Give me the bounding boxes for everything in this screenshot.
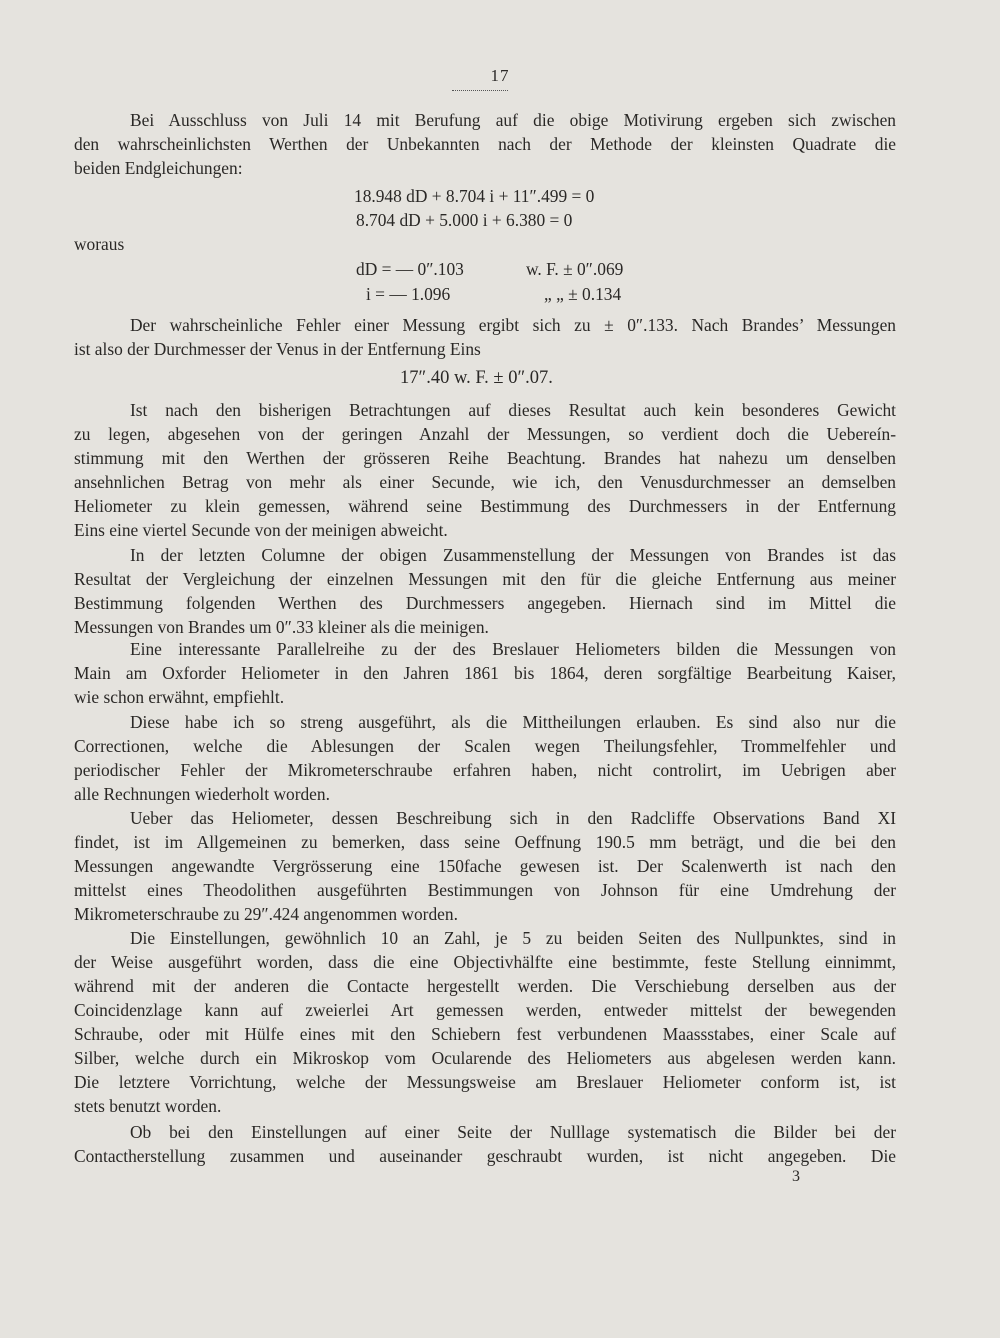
- text-line: während mit der anderen die Contacte hergestellt werden. Die Verschiebung derselben aus der: [74, 976, 896, 996]
- text-line: In der letzten Columne der obigen Zusammenstellung der Messungen von Brandes ist das: [130, 545, 896, 565]
- text-line: Silber, welche durch ein Mikroskop vom Ocularende des Heliometers aus abgelesen werden kann.: [74, 1048, 896, 1068]
- text-line: Ueber das Heliometer, dessen Beschreibung sich in den Radcliffe Observations Band XI: [130, 808, 896, 828]
- text-line: ansehnlichen Betrag von mehr als einer Secunde, wie ich, den Venusdurchmesser an demselben: [74, 472, 896, 492]
- text-line: wie schon erwähnt, empfiehlt.: [74, 687, 285, 707]
- text-line: Eins eine viertel Secunde von der meinigen abweicht.: [74, 520, 448, 540]
- text-line: Main am Oxforder Heliometer in den Jahren 1861 bis 1864, deren sorgfältige Bearbeitung Kaiser,: [74, 663, 896, 683]
- text-line: Heliometer zu klein gemessen, während seine Bestimmung des Durchmessers in der Entfernung: [74, 496, 896, 516]
- text-line: periodischer Fehler der Mikrometerschraube erfahren haben, nicht controlirt, im Uebrigen aber: [74, 760, 896, 780]
- text-line: Schraube, oder mit Hülfe eines mit den Schiebern fest verbundenen Maassstabes, einer Scale auf: [74, 1024, 896, 1044]
- text-line: stets benutzt worden.: [74, 1096, 222, 1116]
- text-line: mittelst eines Theodolithen ausgeführten Bestimmungen von Johnson für eine Umdrehung der: [74, 880, 896, 900]
- text-line: Der wahrscheinliche Fehler einer Messung ergibt sich zu ± 0″.133. Nach Brandes’ Messungen: [130, 315, 896, 335]
- text-line: stimmung mit den Werthen der grösseren Reihe Beachtung. Brandes hat nahezu um denselben: [74, 448, 896, 468]
- text-line: Correctionen, welche die Ablesungen der Scalen wegen Theilungsfehler, Trommelfehler und: [74, 736, 896, 756]
- diameter-result: 17″.40 w. F. ± 0″.07.: [400, 368, 553, 388]
- text-line: Ist nach den bisherigen Betrachtungen auf dieses Resultat auch kein besonderes Gewicht: [130, 400, 896, 420]
- text-line: Bei Ausschluss von Juli 14 mit Berufung auf die obige Motivirung ergeben sich zwischen: [130, 110, 896, 130]
- text-line: Die letztere Vorrichtung, welche der Messungsweise am Breslauer Heliometer conform ist, ist: [74, 1072, 896, 1092]
- text-line: findet, ist im Allgemeinen zu bemerken, dass seine Oeffnung 190.5 mm beträgt, und die bei den: [74, 832, 896, 852]
- result-i: i = — 1.096: [366, 284, 451, 304]
- text-line: den wahrscheinlichsten Werthen der Unbekannten nach der Methode der kleinsten Quadrate die: [74, 134, 896, 154]
- text-line: Eine interessante Parallelreihe zu der des Breslauer Heliometers bilden die Messungen von: [130, 639, 896, 659]
- signature-mark: 3: [792, 1168, 800, 1185]
- equation-2: 8.704 dD + 5.000 i + 6.380 = 0: [356, 210, 573, 230]
- text-line: Resultat der Vergleichung der einzelnen Messungen mit den für die gleiche Entfernung aus meiner: [74, 569, 896, 589]
- text-line: ist also der Durchmesser der Venus in der Entfernung Eins: [74, 339, 481, 359]
- text-line: beiden Endgleichungen:: [74, 158, 243, 178]
- text-line: der Weise ausgeführt worden, dass die eine Objectivhälfte eine bestimmte, feste Stellung einnimmt,: [74, 952, 896, 972]
- page-number-rule: [452, 90, 508, 91]
- text-line: Coincidenzlage kann auf zweierlei Art gemessen werden, entweder mittelst der bewegenden: [74, 1000, 896, 1020]
- text-line: Diese habe ich so streng ausgeführt, als die Mittheilungen erlauben. Es sind also nur die: [130, 712, 896, 732]
- text-line: Bestimmung folgenden Werthen des Durchmessers angegeben. Hiernach sind im Mittel die: [74, 593, 896, 613]
- equation-1: 18.948 dD + 8.704 i + 11″.499 = 0: [354, 186, 595, 206]
- result-i-error: „ „ ± 0.134: [544, 284, 622, 304]
- text-line: alle Rechnungen wiederholt worden.: [74, 784, 330, 804]
- text-line: Mikrometerschraube zu 29″.424 angenommen worden.: [74, 904, 458, 924]
- text-line: Messungen von Brandes um 0″.33 kleiner als die meinigen.: [74, 617, 489, 637]
- text-line: woraus: [74, 234, 125, 254]
- text-line: Ob bei den Einstellungen auf einer Seite der Nulllage systematisch die Bilder bei der: [130, 1122, 896, 1142]
- text-line: Messungen angewandte Vergrösserung eine 150fache gewesen ist. Der Scalenwerth ist nach den: [74, 856, 896, 876]
- result-dD: dD = — 0″.103: [356, 259, 464, 279]
- page-number: 17: [490, 66, 510, 85]
- result-dD-error: w. F. ± 0″.069: [526, 259, 624, 279]
- text-line: zu legen, abgesehen von der geringen Anzahl der Messungen, so verdient doch die Uebereín-: [74, 424, 896, 444]
- text-line: Contactherstellung zusammen und auseinander geschraubt wurden, ist nicht angegeben. Die: [74, 1146, 896, 1166]
- text-line: Die Einstellungen, gewöhnlich 10 an Zahl, je 5 zu beiden Seiten des Nullpunktes, sind in: [130, 928, 896, 948]
